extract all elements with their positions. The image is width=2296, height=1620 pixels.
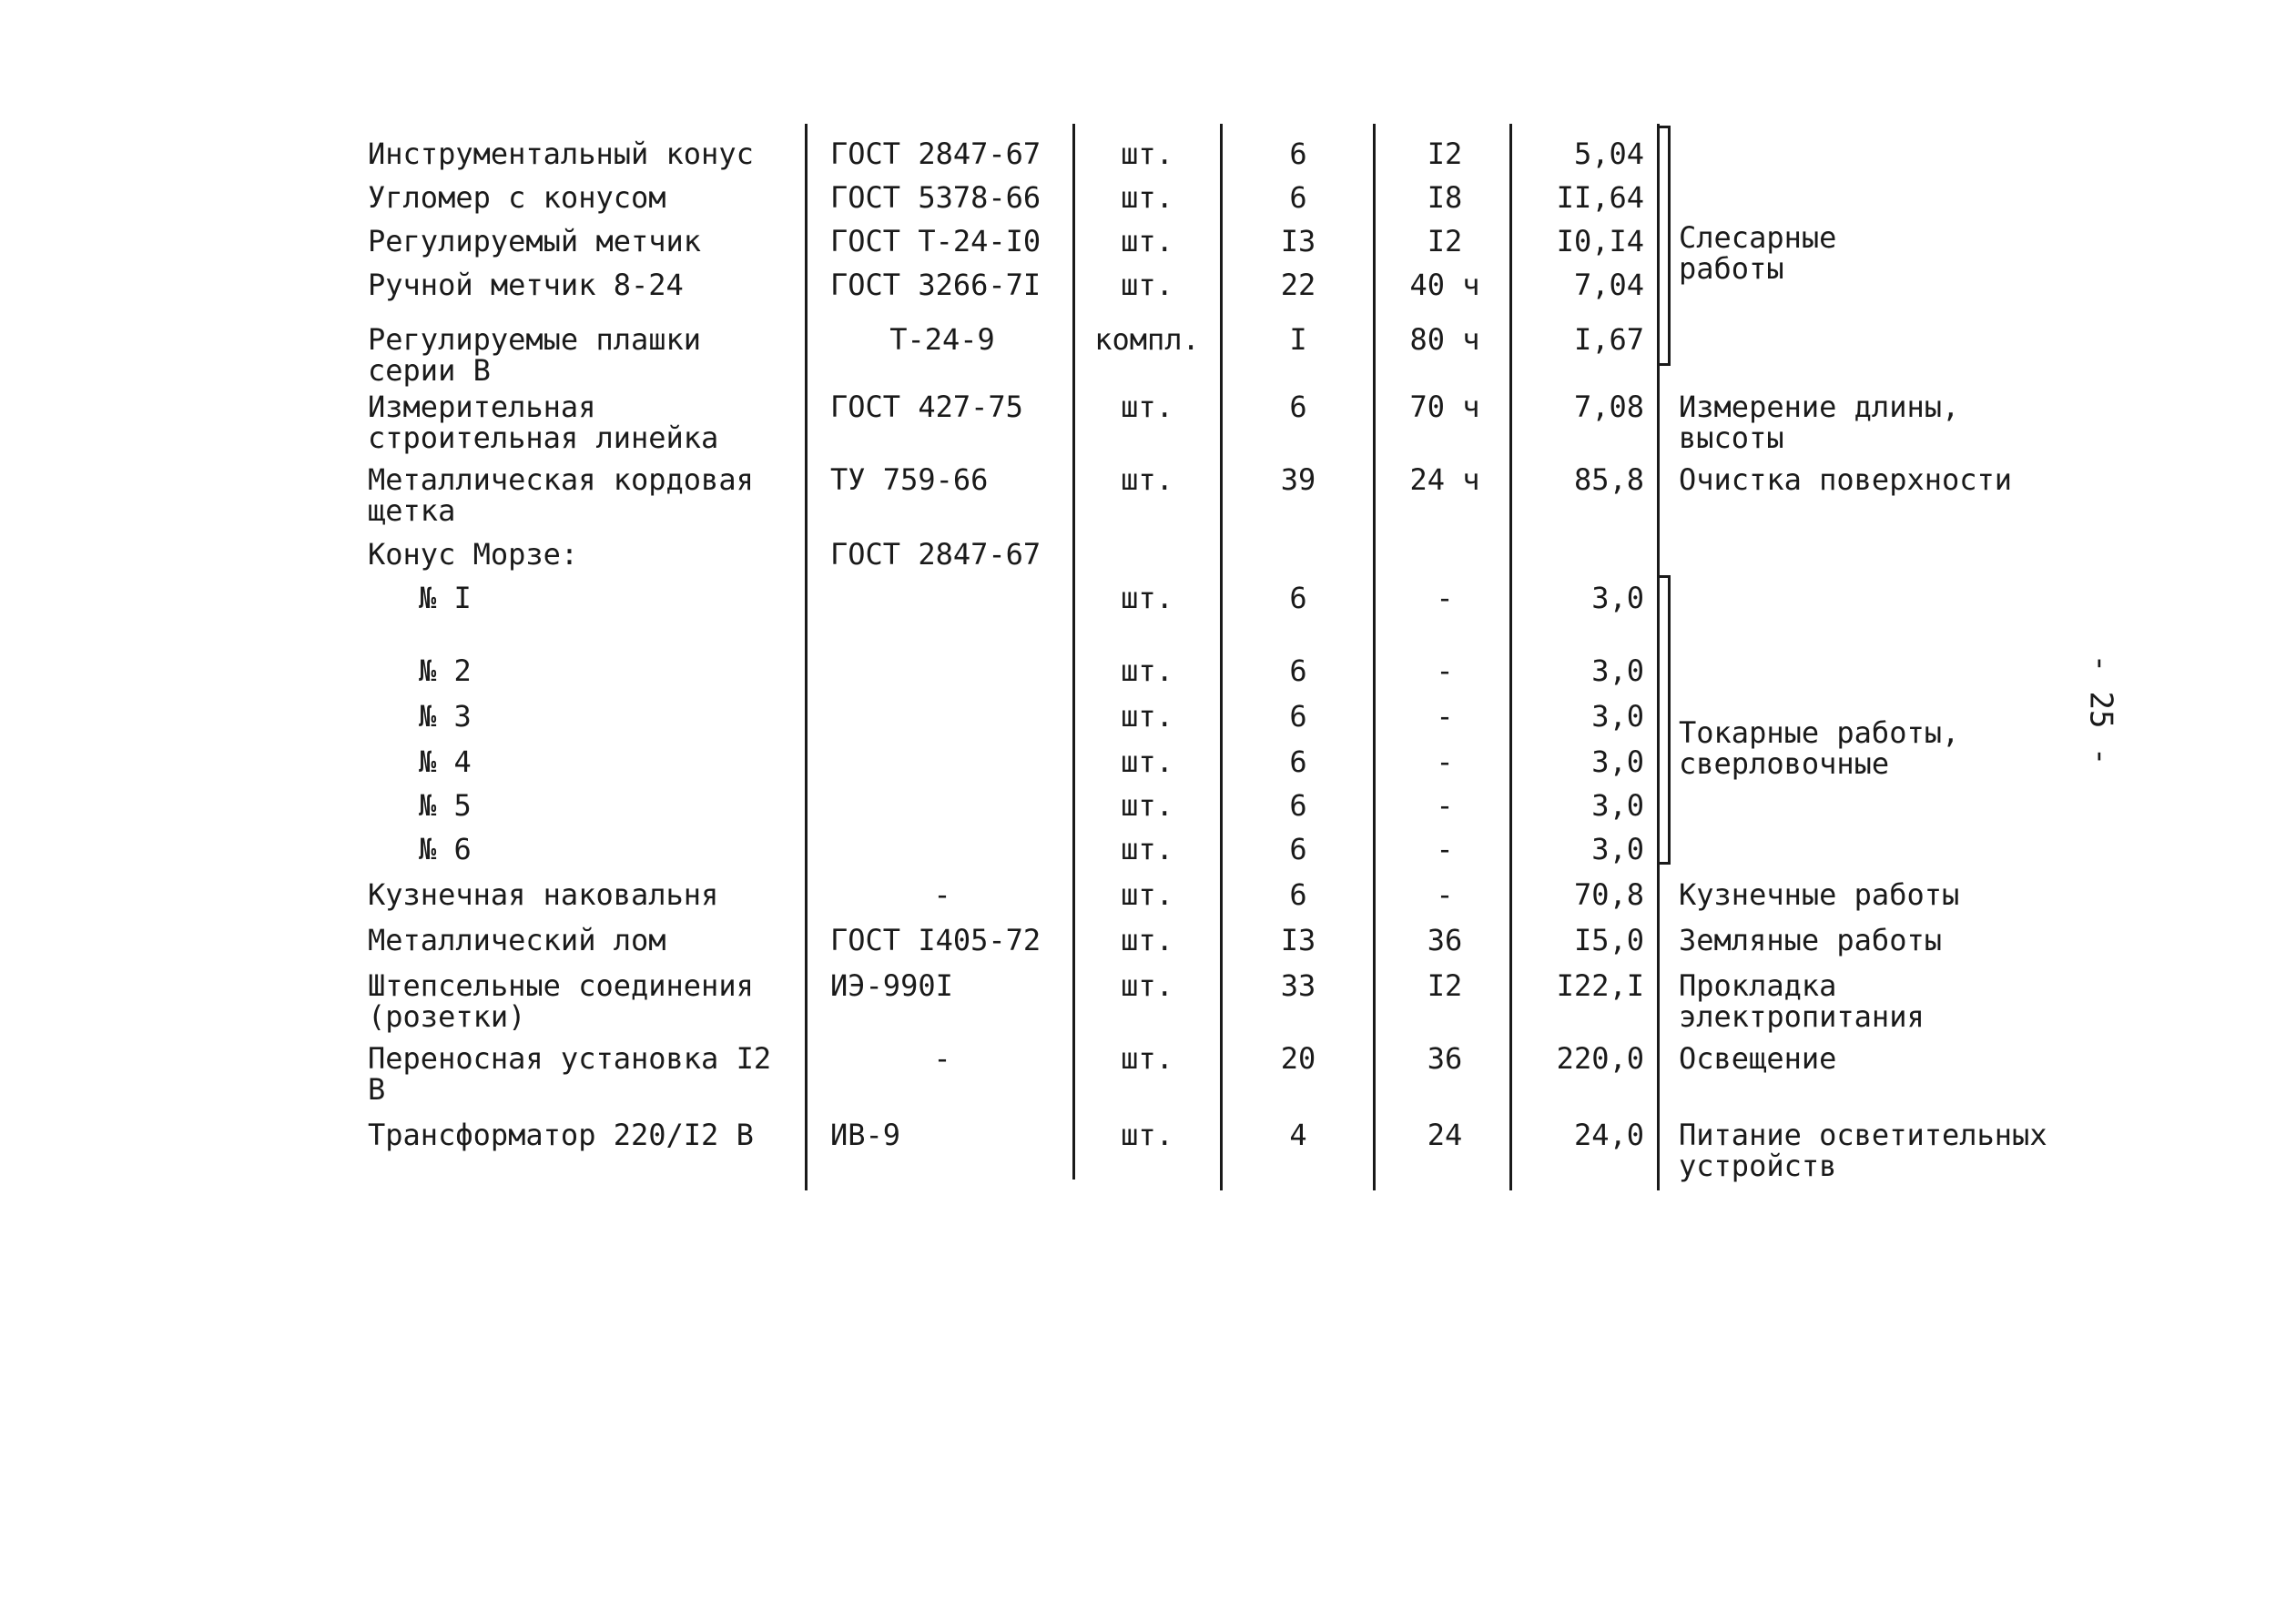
cell-mass: 220,0 (1556, 1041, 1644, 1076)
cell-quantity: 6 (1289, 653, 1307, 688)
cell-hours: 80 ч (1409, 322, 1480, 357)
cell-note: Измерение длины, высоты (1679, 390, 1960, 455)
cell-name: Переносная установка I2 В (368, 1041, 772, 1107)
cell-hours: - (1436, 653, 1454, 688)
cell-hours: - (1436, 788, 1454, 823)
cell-mass: 24,0 (1573, 1118, 1644, 1152)
cell-unit: шт. (1121, 390, 1173, 424)
page-number: - 25 - (2082, 653, 2119, 766)
cell-unit: шт. (1121, 1118, 1173, 1152)
cell-standard: - (933, 877, 951, 912)
cell-note: Кузнечные работы (1679, 877, 1960, 912)
group-brace (1659, 575, 1671, 865)
cell-quantity: 22 (1280, 268, 1316, 302)
cell-standard: Т-24-9 (889, 322, 995, 357)
cell-mass: 85,8 (1573, 462, 1644, 497)
cell-quantity: 20 (1280, 1041, 1316, 1076)
cell-unit: шт. (1121, 744, 1173, 779)
cell-standard: ГОСТ 2847-67 (830, 137, 1041, 171)
cell-mass: 70,8 (1573, 877, 1644, 912)
cell-name: № 3 (419, 699, 472, 734)
cell-name: Инструментальный конус (368, 137, 754, 171)
cell-note: Питание осветительных устройств (1679, 1118, 2047, 1183)
cell-unit: шт. (1121, 581, 1173, 615)
cell-mass: 5,04 (1573, 137, 1644, 171)
cell-quantity: 4 (1289, 1118, 1307, 1152)
cell-name: Штепсельные соединения (розетки) (368, 968, 754, 1034)
cell-name: № I (419, 581, 472, 615)
cell-hours: - (1436, 581, 1454, 615)
cell-standard: ГОСТ I405-72 (830, 923, 1041, 957)
cell-standard: ТУ 759-66 (830, 462, 989, 497)
cell-name: Измерительная строительная линейка (368, 390, 719, 455)
group-label-tokar: Токарные работы, сверловочные (1679, 715, 1960, 781)
cell-unit: шт. (1121, 923, 1173, 957)
cell-hours: - (1436, 744, 1454, 779)
cell-name: Металлический лом (368, 923, 666, 957)
cell-unit: шт. (1121, 268, 1173, 302)
cell-unit: шт. (1121, 968, 1173, 1003)
cell-name: № 2 (419, 653, 472, 688)
cell-standard: ГОСТ 2847-67 (830, 537, 1041, 572)
cell-hours: I8 (1427, 180, 1463, 215)
group-label-slesar: Слесарные работы (1679, 220, 1837, 286)
cell-unit: шт. (1121, 788, 1173, 823)
cell-quantity: 6 (1289, 390, 1307, 424)
cell-quantity: I (1289, 322, 1307, 357)
group-brace (1659, 126, 1671, 366)
cell-quantity: 6 (1289, 699, 1307, 734)
cell-standard: ИВ-9 (830, 1118, 901, 1152)
cell-unit: шт. (1121, 877, 1173, 912)
cell-quantity: 6 (1289, 744, 1307, 779)
cell-hours: 24 ч (1409, 462, 1480, 497)
cell-quantity: 6 (1289, 832, 1307, 866)
cell-quantity: I3 (1280, 224, 1316, 258)
cell-mass: 7,08 (1573, 390, 1644, 424)
cell-quantity: 6 (1289, 581, 1307, 615)
cell-name: Конус Морзе: (368, 537, 579, 572)
cell-name: Металлическая кордовая щетка (368, 462, 754, 528)
cell-mass: I22,I (1556, 968, 1644, 1003)
cell-quantity: 6 (1289, 788, 1307, 823)
cell-hours: 40 ч (1409, 268, 1480, 302)
cell-unit: шт. (1121, 1041, 1173, 1076)
cell-hours: - (1436, 877, 1454, 912)
cell-mass: 7,04 (1573, 268, 1644, 302)
cell-standard: ГОСТ 427-75 (830, 390, 1023, 424)
cell-mass: 3,0 (1591, 832, 1644, 866)
cell-mass: 3,0 (1591, 699, 1644, 734)
cell-unit: компл. (1094, 322, 1200, 357)
cell-unit: шт. (1121, 224, 1173, 258)
cell-standard: - (933, 1041, 951, 1076)
cell-hours: I2 (1427, 968, 1463, 1003)
cell-standard: ИЭ-990I (830, 968, 953, 1003)
cell-name: Кузнечная наковальня (368, 877, 719, 912)
cell-hours: 36 (1427, 923, 1463, 957)
cell-hours: - (1436, 699, 1454, 734)
cell-mass: II,64 (1556, 180, 1644, 215)
cell-standard: ГОСТ 3266-7I (830, 268, 1041, 302)
cell-name: Регулируемые плашки серии В (368, 322, 702, 388)
cell-quantity: 39 (1280, 462, 1316, 497)
cell-mass: 3,0 (1591, 788, 1644, 823)
cell-name: № 5 (419, 788, 472, 823)
cell-note: Очистка поверхности (1679, 462, 2013, 497)
cell-quantity: 6 (1289, 877, 1307, 912)
cell-hours: 70 ч (1409, 390, 1480, 424)
cell-quantity: 6 (1289, 180, 1307, 215)
cell-hours: I2 (1427, 137, 1463, 171)
column-rule (1220, 124, 1223, 1190)
cell-note: Освещение (1679, 1041, 1837, 1076)
cell-unit: шт. (1121, 653, 1173, 688)
cell-mass: 3,0 (1591, 744, 1644, 779)
cell-standard: ГОСТ 5378-66 (830, 180, 1041, 215)
cell-hours: 36 (1427, 1041, 1463, 1076)
cell-unit: шт. (1121, 180, 1173, 215)
cell-note: Прокладка электропитания (1679, 968, 1925, 1034)
cell-quantity: 6 (1289, 137, 1307, 171)
cell-quantity: I3 (1280, 923, 1316, 957)
cell-name: № 4 (419, 744, 472, 779)
cell-hours: I2 (1427, 224, 1463, 258)
cell-unit: шт. (1121, 832, 1173, 866)
cell-unit: шт. (1121, 699, 1173, 734)
cell-name: Ручной метчик 8-24 (368, 268, 684, 302)
cell-name: Трансформатор 220/I2 В (368, 1118, 754, 1152)
cell-quantity: 33 (1280, 968, 1316, 1003)
cell-name: № 6 (419, 832, 472, 866)
cell-mass: 3,0 (1591, 653, 1644, 688)
cell-unit: шт. (1121, 137, 1173, 171)
column-rule (1373, 124, 1376, 1190)
cell-unit: шт. (1121, 462, 1173, 497)
cell-name: Регулируемый метчик (368, 224, 702, 258)
cell-mass: I,67 (1573, 322, 1644, 357)
cell-hours: 24 (1427, 1118, 1463, 1152)
cell-mass: I5,0 (1573, 923, 1644, 957)
cell-mass: 3,0 (1591, 581, 1644, 615)
cell-mass: I0,I4 (1556, 224, 1644, 258)
cell-name: Угломер с конусом (368, 180, 666, 215)
cell-note: Земляные работы (1679, 923, 1942, 957)
cell-hours: - (1436, 832, 1454, 866)
cell-standard: ГОСТ Т-24-I0 (830, 224, 1041, 258)
